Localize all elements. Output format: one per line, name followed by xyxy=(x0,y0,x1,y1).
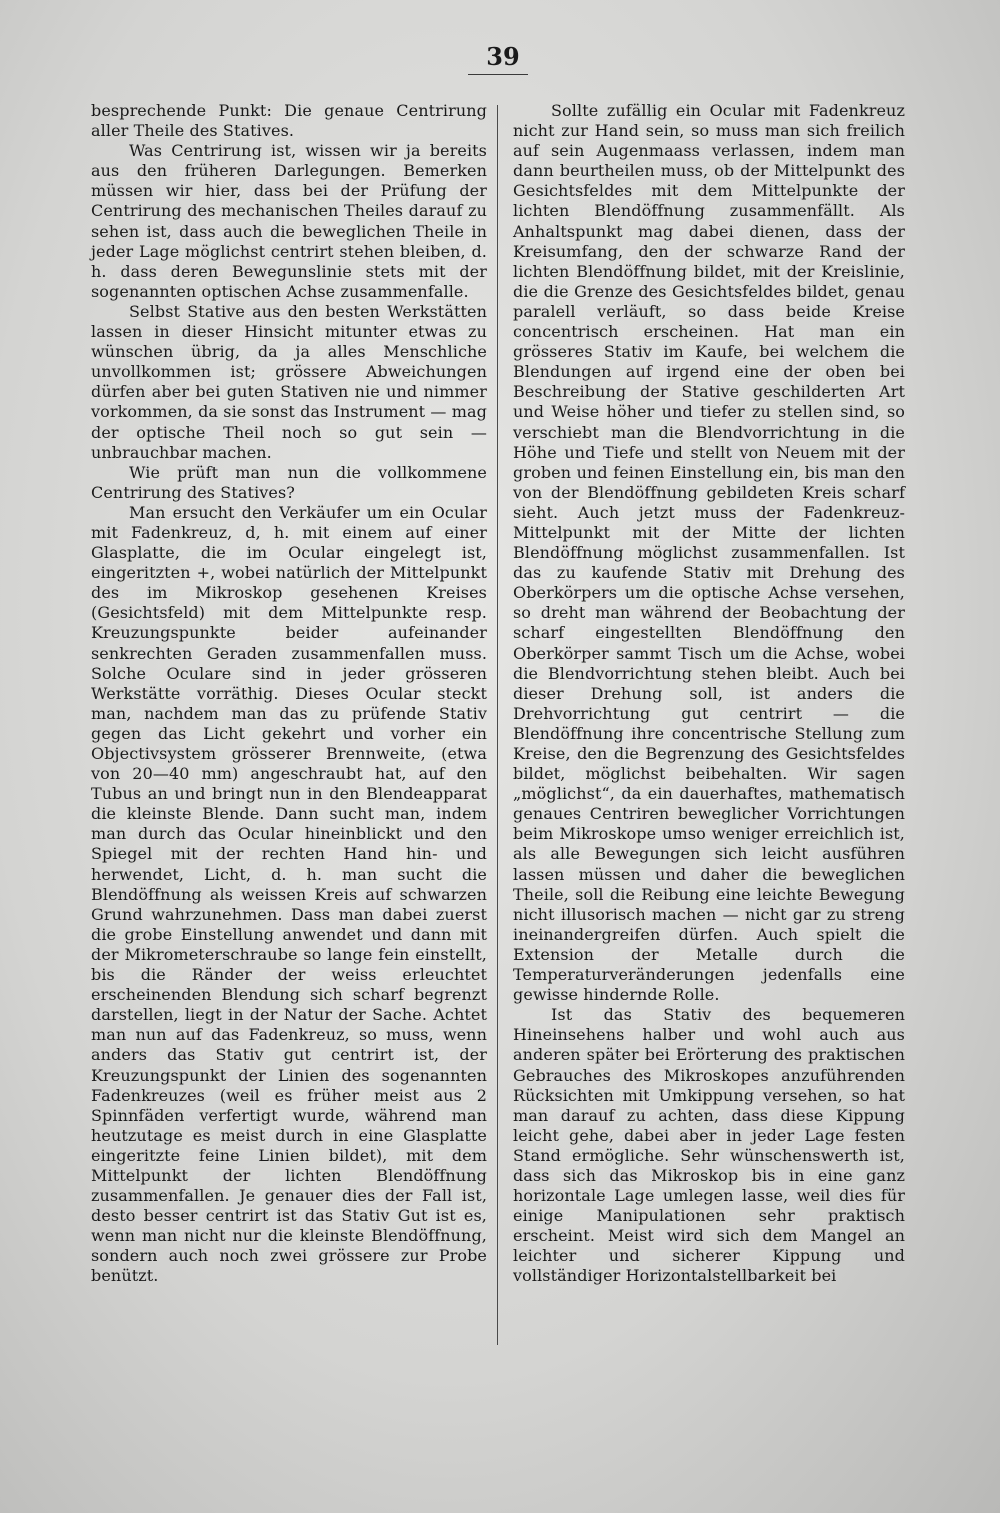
page-number: 39 xyxy=(486,42,520,71)
paragraph: Sollte zufällig ein Ocular mit Fadenkreuz nicht zur Hand sein, so muss man sich freilich auf sein Augenmaass verlassen, indem man dann beurtheilen muss, ob der Mittelpunkt des Gesichtsfeldes mit dem Mittelpunkte der lichten Blendöffnung zusammenfällt. Als Anhaltspunkt mag dabei dienen, dass der Kreisumfang, den der schwarze Rand der lichten Blendöffnung bildet, mit der Kreislinie, die die Grenze des Gesichtsfeldes bildet, genau paralell verläuft, so dass beide Kreise concentrisch erscheinen. Hat man ein grösseres Stativ im Kaufe, bei welchem die Blendungen auf irgend eine der oben bei Beschreibung der Stative geschilderten Art und Weise höher und tiefer zu stellen sind, so verschiebt man die Blendvorrichtung in die Höhe und Tiefe und stellt von Neuem mit der groben und feinen Einstellung ein, bis man den von der Blendöffnung gebildeten Kreis scharf sieht. Auch jetzt muss der Fadenkreuz-Mittelpunkt mit der Mitte der lichten Blendöffnung möglichst zusammenfallen. Ist das zu kaufende Stativ mit Drehung des Oberkörpers um die optische Achse versehen, so dreht man während der Beobachtung der scharf eingestellten Blendöffnung den Oberkörper sammt Tisch um die Achse, wobei die Blendvorrichtung stehen bleibt. Auch bei dieser Drehung soll, ist anders die Drehvorrichtung gut centrirt — die Blendöffnung ihre concentrische Stellung zum Kreise, den die Begrenzung des Gesichtsfeldes bildet, möglichst beibehalten. Wir sagen „möglichst“, da ein dauerhaftes, mathematisch genaues Centriren beweglicher Vorrichtungen beim Mikroskope umso weniger erreichlich ist, als alle Bewegungen sich leicht ausführen lassen müssen und daher die beweglichen Theile, soll die Reibung eine leichte Bewegung nicht illusorisch machen — nicht gar zu streng ineinandergreifen dürfen. Auch spielt die Extension der Metalle durch die Temperaturveränderungen jedenfalls eine gewisse hindernde Rolle. xyxy=(513,101,905,1005)
paragraph: Was Centrirung ist, wissen wir ja bereits aus den früheren Darlegungen. Bemerken müssen wir hier, dass bei der Prüfung der Centrirung des mechanischen Theiles darauf zu sehen ist, dass auch die beweglichen Theile in jeder Lage möglichst centrirt stehen bleiben, d. h. dass deren Bewegunslinie stets mit der sogenannten optischen Achse zusammenfalle. xyxy=(91,141,487,301)
paragraph: Selbst Stative aus den besten Werkstätten lassen in dieser Hinsicht mitunter etwas zu wünschen übrig, da ja alles Menschliche unvollkommen ist; grössere Abweichungen dürfen aber bei guten Stativen nie und nimmer vorkommen, da sie sonst das Instrument — mag der optische Theil noch so gut sein — unbrauchbar machen. xyxy=(91,301,487,462)
paragraph: Wie prüft man nun die vollkommene Centrirung des Statives? xyxy=(91,462,487,502)
paragraph: besprechende Punkt: Die genaue Centrirung aller Theile des Statives. xyxy=(91,101,487,141)
paragraph: Ist das Stativ des bequemeren Hineinsehens halber und wohl auch aus anderen später bei Erörterung des praktischen Gebrauches des Mikroskopes anzuführenden Rücksichten mit Umkippung versehen, so hat man darauf zu achten, dass diese Kippung leicht gehe, dabei aber in jeder Lage festen Stand ermögliche. Sehr wünschenswerth ist, dass sich das Mikroskop bis in eine ganz horizontale Lage umlegen lasse, weil dies für einige Manipulationen sehr praktisch erscheint. Meist wird sich dem Mangel an leichter und sicherer Kippung und vollständiger Horizontalstellbarkeit bei xyxy=(513,1005,905,1286)
column-divider xyxy=(497,105,498,1345)
right-column xyxy=(513,101,905,1287)
header-rule xyxy=(468,74,528,75)
left-column xyxy=(91,101,487,1287)
paragraph: Man ersucht den Verkäufer um ein Ocular mit Fadenkreuz, d, h. mit einem auf einer Glasplatte, die im Ocular eingelegt ist, eingeritzten +, wobei natürlich der Mittelpunkt des im Mikroskop gesehenen Kreises (Gesichtsfeld) mit dem Mittelpunkte resp. Kreuzungspunkte beider aufeinander senkrechten Geraden zusammenfallen muss. Solche Oculare sind in jeder grösseren Werkstätte vorräthig. Dieses Ocular steckt man, nachdem man das zu prüfende Stativ gegen das Licht gekehrt und vorher ein Objectivsystem grösserer Brennweite, (etwa von 20—40 mm) angeschraubt hat, auf den Tubus an und bringt nun in den Blendeapparat die kleinste Blende. Dann sucht man, indem man durch das Ocular hineinblickt und den Spiegel mit der rechten Hand hin- und herwendet, Licht, d. h. man sucht die Blendöffnung als weissen Kreis auf schwarzen Grund wahrzunehmen. Dass man dabei zuerst die grobe Einstellung anwendet und dann mit der Mikrometerschraube so lange fein einstellt, bis die Ränder der weiss erleuchtet erscheinenden Blendung sich scharf begrenzt darstellen, liegt in der Natur der Sache. Achtet man nun auf das Fadenkreuz, so muss, wenn anders das Stativ gut centrirt ist, der Kreuzungspunkt der Linien des sogenannten Fadenkreuzes (weil es früher meist aus 2 Spinnfäden verfertigt wurde, während man heutzutage es meist durch in eine Glasplatte eingeritzte feine Linien bildet), mit dem Mittelpunkt der lichten Blendöffnung zusammenfallen. Je genauer dies der Fall ist, desto besser centrirt ist das Stativ Gut ist es, wenn man nicht nur die kleinste Blendöffnung, sondern auch noch zwei grössere zur Probe benützt. xyxy=(91,502,487,1286)
